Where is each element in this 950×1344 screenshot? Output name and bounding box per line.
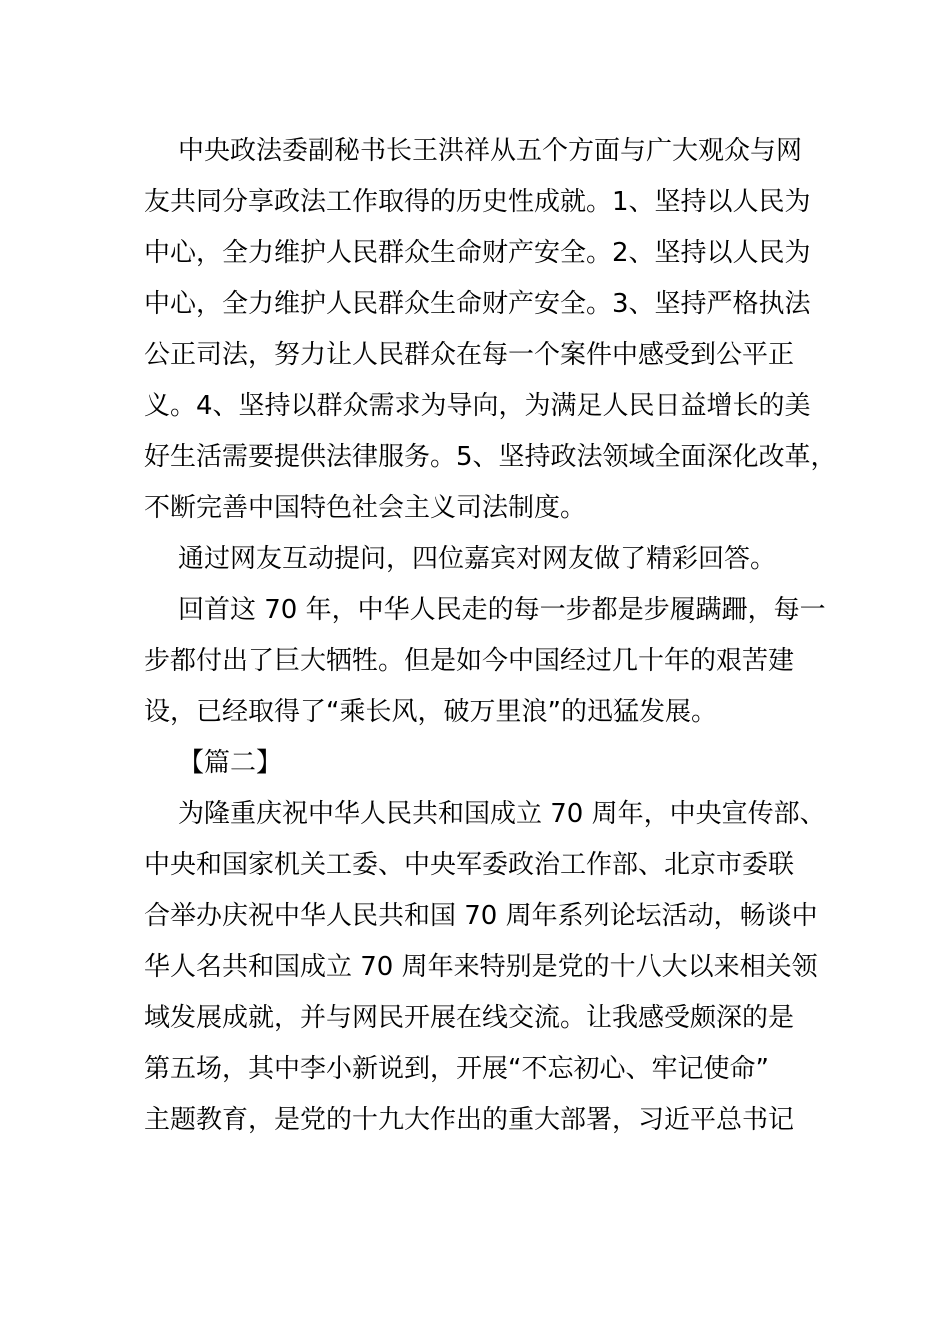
paragraph-1-line-3: 中心，全力维护人民群众生命财产安全。2、坚持以人民为: [144, 238, 811, 268]
section-heading: 【篇二】: [178, 748, 283, 778]
paragraph-4-line-2: 中央和国家机关工委、中央军委政治工作部、北京市委联: [144, 850, 795, 880]
paragraph-4-line-7: 主题教育，是党的十九大作出的重大部署，习近平总书记: [144, 1105, 795, 1135]
paragraph-4-line-4: 华人名共和国成立 70 周年来特别是党的十八大以来相关领: [144, 952, 818, 982]
paragraph-4-line-1: 为隆重庆祝中华人民共和国成立 70 周年，中央宣传部、: [178, 799, 826, 829]
paragraph-1-line-7: 好生活需要提供法律服务。5、坚持政法领域全面深化改革，: [144, 442, 837, 472]
paragraph-4-line-5: 域发展成就，并与网民开展在线交流。让我感受颇深的是: [144, 1003, 795, 1033]
paragraph-4-line-6: 第五场，其中李小新说到，开展“不忘初心、牢记使命”: [144, 1054, 769, 1084]
paragraph-1-line-6: 义。4、坚持以群众需求为导向，为满足人民日益增长的美: [144, 391, 811, 421]
paragraph-1-line-2: 友共同分享政法工作取得的历史性成就。1、坚持以人民为: [144, 187, 811, 217]
paragraph-4-line-3: 合举办庆祝中华人民共和国 70 周年系列论坛活动，畅谈中: [144, 901, 818, 931]
paragraph-3-line-1: 回首这 70 年，中华人民走的每一步都是步履蹒跚，每一: [178, 595, 826, 625]
paragraph-2-line-1: 通过网友互动提问，四位嘉宾对网友做了精彩回答。: [178, 544, 777, 574]
document-body: [144, 126, 837, 1146]
paragraph-1-line-8: 不断完善中国特色社会主义司法制度。: [144, 493, 587, 523]
paragraph-1-line-5: 公正司法，努力让人民群众在每一个案件中感受到公平正: [144, 340, 795, 370]
paragraph-3-line-2: 步都付出了巨大牺牲。但是如今中国经过几十年的艰苦建: [144, 646, 795, 676]
paragraph-1-line-1: 中央政法委副秘书长王洪祥从五个方面与广大观众与网: [178, 136, 803, 166]
paragraph-3-line-3: 设，已经取得了“乘长风，破万里浪”的迅猛发展。: [144, 697, 717, 727]
paragraph-1-line-4: 中心，全力维护人民群众生命财产安全。3、坚持严格执法: [144, 289, 811, 319]
